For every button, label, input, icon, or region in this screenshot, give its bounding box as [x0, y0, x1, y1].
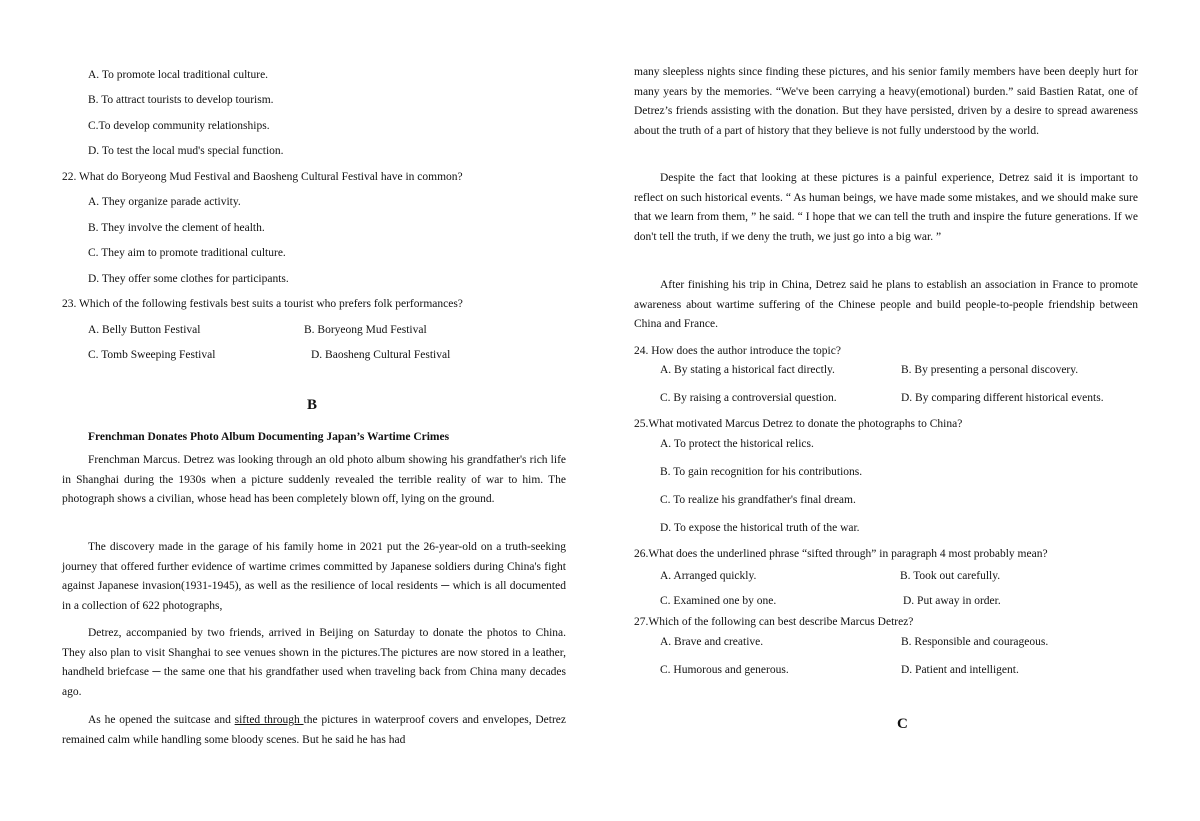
question-24: 24. How does the author introduce the topic? [634, 345, 841, 357]
q27-option-a: A. Brave and creative. [660, 636, 764, 648]
passage-title: Frenchman Donates Photo Album Documenting Japan’s Wartime Crimes [88, 431, 450, 443]
section-b-heading: B [307, 397, 318, 413]
q21-option-c: C.To develop community relationships. [88, 120, 270, 132]
paragraph-4-continued: many sleepless nights since finding these pictures, and his senior family members have been deeply hurt for many years by the memories. “We've been carrying a heavy(emotional) burden.” said Bastien Ratat, one of Detrez’s friends assisting with the donation. But they have persisted, driven by a desire to spread awareness about the truth of a part of history that they believe is not fully understood by the world. [634, 66, 1138, 137]
question-27: 27.Which of the following can best describe Marcus Detrez? [634, 616, 914, 628]
question-22: 22. What do Boryeong Mud Festival and Baosheng Cultural Festival have in common? [62, 171, 463, 183]
question-25: 25.What motivated Marcus Detrez to donate the photographs to China? [634, 418, 963, 430]
question-23: 23. Which of the following festivals best suits a tourist who prefers folk performances? [62, 298, 463, 310]
q23-option-c: C. Tomb Sweeping Festival [88, 349, 216, 361]
q21-option-d: D. To test the local mud's special function. [88, 145, 284, 157]
q25-option-d: D. To expose the historical truth of the war. [660, 522, 860, 534]
q21-option-a: A. To promote local traditional culture. [88, 69, 269, 81]
q25-option-a: A. To protect the historical relics. [660, 438, 814, 450]
paragraph-4: As he opened the suitcase and sifted through the pictures in waterproof covers and envelopes, Detrez remained calm while handling some bloody scenes. But he said he has had [62, 714, 566, 746]
q24-option-d: D. By comparing different historical events. [901, 392, 1104, 404]
paragraph-5: Despite the fact that looking at these pictures is a painful experience, Detrez said it is important to reflect on such historical events. “ As human beings, we have made some mistakes, and we should make sure that we learn from them, ” he said. “ I hope that we can tell the truth and inspire the future generations. If we don't tell the truth, if we deny the truth, we just go into a big war. ” [634, 172, 1138, 243]
q24-option-b: B. By presenting a personal discovery. [901, 364, 1079, 376]
q22-option-d: D. They offer some clothes for participants. [88, 273, 289, 285]
q22-option-a: A. They organize parade activity. [88, 196, 241, 208]
q24-option-c: C. By raising a controversial question. [660, 392, 837, 404]
q27-option-d: D. Patient and intelligent. [901, 664, 1019, 676]
q25-option-c: C. To realize his grandfather's final dream. [660, 494, 856, 506]
q26-option-a: A. Arranged quickly. [660, 570, 757, 582]
q23-option-b: B. Boryeong Mud Festival [304, 324, 427, 336]
q25-option-b: B. To gain recognition for his contributions. [660, 466, 863, 478]
q22-option-c: C. They aim to promote traditional culture. [88, 247, 286, 259]
q26-option-c: C. Examined one by one. [660, 595, 777, 607]
paragraph-3: Detrez, accompanied by two friends, arrived in Beijing on Saturday to donate the photos to China. They also plan to visit Shanghai to see venues shown in the pictures.The pictures are now stored in a leather, handheld briefcase ─ the same one that his grandfather used when traveling back from China many decades ago. [62, 627, 566, 698]
paragraph-1: Frenchman Marcus. Detrez was looking through an old photo album showing his grandfather's rich life in Shanghai during the 1930s when a picture suddenly revealed the terrible reality of war to him. The photograph shows a civilian, whose head has been completely blown off, lying on the ground. [62, 454, 566, 505]
q23-option-a: A. Belly Button Festival [88, 324, 201, 336]
q26-option-b: B. Took out carefully. [900, 570, 1001, 582]
q27-option-c: C. Humorous and generous. [660, 664, 789, 676]
q22-option-b: B. They involve the clement of health. [88, 222, 265, 234]
paragraph-6: After finishing his trip in China, Detrez said he plans to establish an association in France to promote awareness about wartime suffering of the Chinese people and build people-to-people friendship between China and France. [634, 279, 1138, 330]
question-26: 26.What does the underlined phrase “sifted through” in paragraph 4 most probably mean? [634, 548, 1048, 560]
underlined-phrase: sifted through [234, 714, 304, 726]
q23-option-d: D. Baosheng Cultural Festival [311, 349, 451, 361]
q27-option-b: B. Responsible and courageous. [901, 636, 1049, 648]
section-c-heading: C [897, 716, 908, 732]
q21-option-b: B. To attract tourists to develop tourism. [88, 94, 274, 106]
paragraph-2: The discovery made in the garage of his family home in 2021 put the 26-year-old on a truth-seeking journey that offered further evidence of wartime crimes committed by Japanese soldiers during China's fight against Japanese invasion(1931-1945), as well as the resilience of local residents ─ which is all documented in a collection of 622 photographs, [62, 541, 566, 612]
q24-option-a: A. By stating a historical fact directly. [660, 364, 835, 376]
q26-option-d: D. Put away in order. [903, 595, 1001, 607]
